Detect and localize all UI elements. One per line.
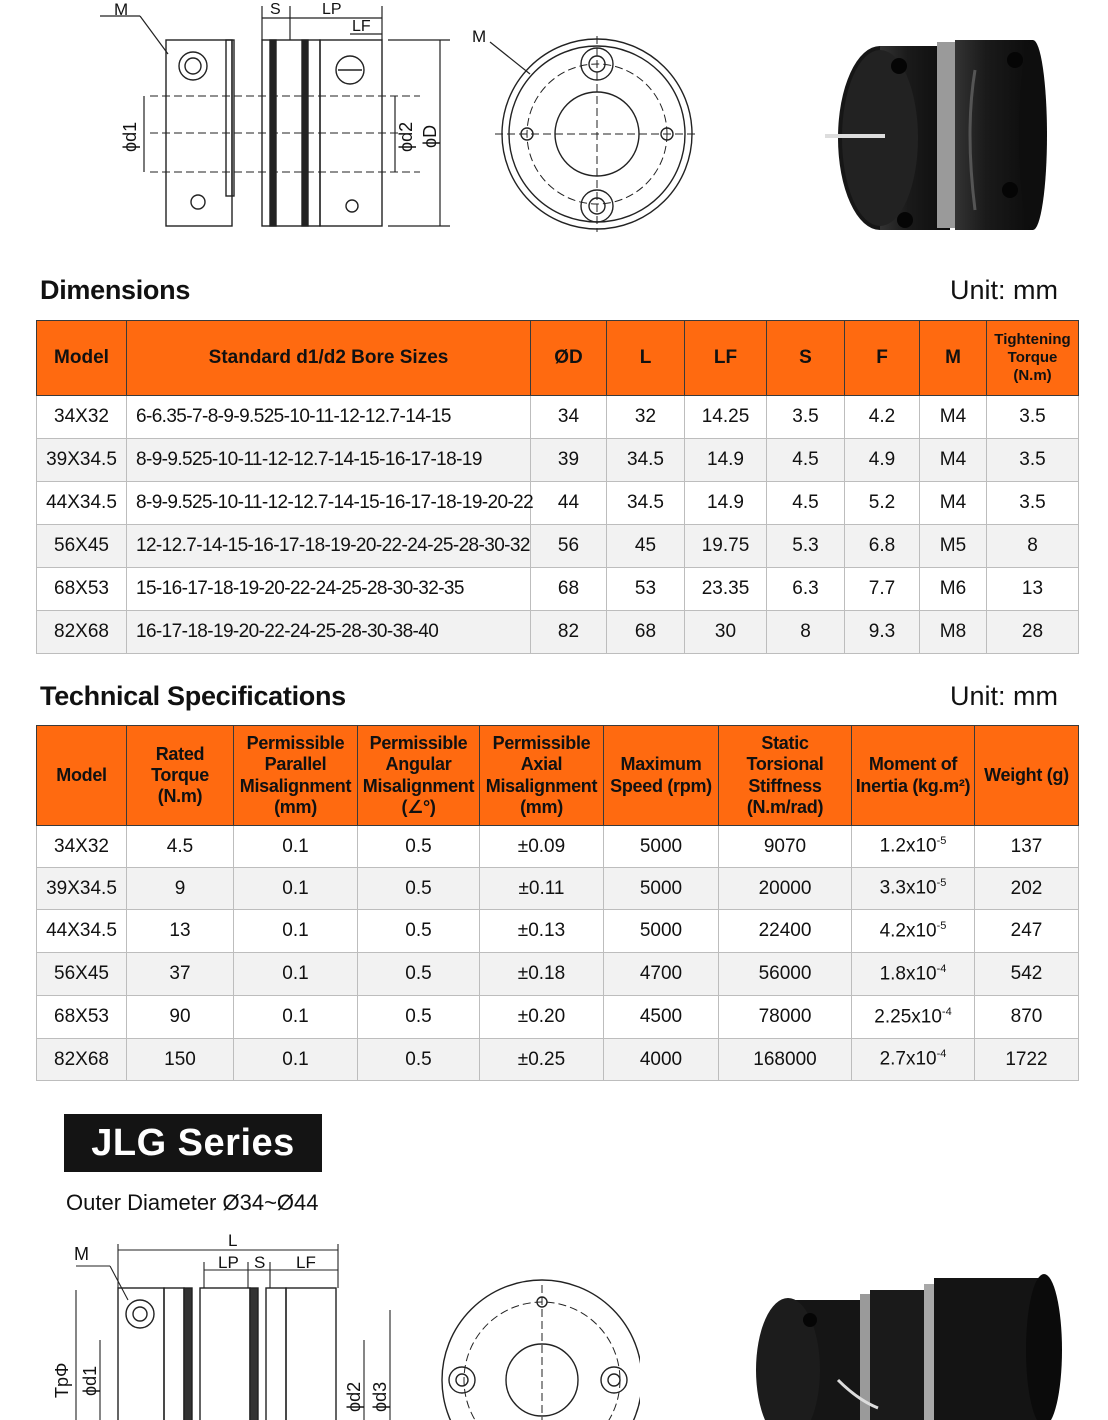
cell-angular: 0.5 <box>358 953 480 996</box>
cell-speed: 5000 <box>604 910 719 953</box>
inertia-base: 3.3x10 <box>879 877 937 899</box>
jlg-label-s: S <box>254 1253 266 1272</box>
cell-parallel: 0.1 <box>234 910 358 953</box>
cell-torque: 3.5 <box>987 482 1079 525</box>
cell-stiffness: 22400 <box>719 910 852 953</box>
col-model: Model <box>37 726 127 826</box>
cell-parallel: 0.1 <box>234 953 358 996</box>
inertia-base: 1.8x10 <box>879 963 937 985</box>
cell-f: 5.2 <box>845 482 920 525</box>
cell-axial: ±0.20 <box>480 996 604 1039</box>
table-row <box>37 525 1079 568</box>
col-rated-torque: Rated Torque (N.m) <box>127 726 234 826</box>
top-side-view-drawing <box>80 0 480 240</box>
col-weight: Weight (g) <box>975 726 1079 826</box>
cell-model: 39X34.5 <box>37 439 127 482</box>
col-model: Model <box>37 321 127 396</box>
jlg-label-d1: ϕd1 <box>80 1365 100 1396</box>
cell-lf: 14.9 <box>685 439 767 482</box>
label-d2: ϕd2 <box>396 121 416 152</box>
cell-model: 34X32 <box>37 396 127 439</box>
label-d1: ϕd1 <box>120 121 140 152</box>
label-lp: LP <box>322 1 342 18</box>
inertia-exponent: -5 <box>936 835 947 848</box>
table-row <box>37 439 1079 482</box>
cell-weight: 247 <box>975 910 1079 953</box>
dimensions-title: Dimensions <box>40 275 191 305</box>
cell-bores: 16-17-18-19-20-22-24-25-28-30-38-40 <box>127 611 531 654</box>
label-D: ϕD <box>420 124 440 148</box>
cell-lf: 14.9 <box>685 482 767 525</box>
cell-od: 56 <box>531 525 607 568</box>
cell-torque: 4.5 <box>127 826 234 868</box>
inertia-exponent: -5 <box>936 919 947 932</box>
cell-model: 82X68 <box>37 1039 127 1081</box>
label-lf: LF <box>352 18 371 35</box>
cell-torque: 8 <box>987 525 1079 568</box>
table-row <box>37 611 1079 654</box>
tech-specs-title: Technical Specifications <box>40 681 346 711</box>
cell-model: 56X45 <box>37 953 127 996</box>
cell-s: 5.3 <box>767 525 845 568</box>
cell-inertia <box>852 868 975 910</box>
cell-model: 44X34.5 <box>37 482 127 525</box>
cell-weight: 137 <box>975 826 1079 868</box>
cell-torque: 28 <box>987 611 1079 654</box>
col-f: F <box>845 321 920 396</box>
cell-parallel: 0.1 <box>234 868 358 910</box>
cell-stiffness: 168000 <box>719 1039 852 1081</box>
cell-model: 56X45 <box>37 525 127 568</box>
cell-inertia <box>852 910 975 953</box>
cell-torque: 37 <box>127 953 234 996</box>
table-row <box>37 910 1079 953</box>
table-row <box>37 953 1079 996</box>
cell-angular: 0.5 <box>358 1039 480 1081</box>
cell-od: 68 <box>531 568 607 611</box>
cell-s: 4.5 <box>767 482 845 525</box>
jlg-product-image <box>748 1260 1068 1420</box>
cell-parallel: 0.1 <box>234 1039 358 1081</box>
top-front-view-drawing <box>470 20 700 250</box>
cell-parallel: 0.1 <box>234 996 358 1039</box>
cell-inertia <box>852 953 975 996</box>
cell-torque: 90 <box>127 996 234 1039</box>
col-s: S <box>767 321 845 396</box>
dimensions-header-row <box>37 321 1079 396</box>
cell-axial: ±0.13 <box>480 910 604 953</box>
cell-m: M5 <box>920 525 987 568</box>
cell-m: M4 <box>920 482 987 525</box>
cell-parallel: 0.1 <box>234 826 358 868</box>
outer-diameter-caption: Outer Diameter Ø34~Ø44 <box>66 1190 319 1215</box>
dimensions-unit: Unit: mm <box>950 275 1058 305</box>
label-m: M <box>114 0 129 19</box>
cell-l: 45 <box>607 525 685 568</box>
cell-lf: 23.35 <box>685 568 767 611</box>
cell-axial: ±0.11 <box>480 868 604 910</box>
cell-s: 8 <box>767 611 845 654</box>
col-bores: Standard d1/d2 Bore Sizes <box>127 321 531 396</box>
cell-stiffness: 78000 <box>719 996 852 1039</box>
cell-l: 53 <box>607 568 685 611</box>
inertia-base: 1.2x10 <box>879 835 937 857</box>
cell-od: 44 <box>531 482 607 525</box>
cell-f: 4.9 <box>845 439 920 482</box>
table-row <box>37 996 1079 1039</box>
inertia-exponent: -5 <box>936 877 947 890</box>
jlg-label-tp: TpΦ <box>52 1362 72 1398</box>
cell-l: 68 <box>607 611 685 654</box>
cell-angular: 0.5 <box>358 910 480 953</box>
cell-model: 44X34.5 <box>37 910 127 953</box>
cell-l: 32 <box>607 396 685 439</box>
cell-od: 34 <box>531 396 607 439</box>
cell-bores: 8-9-9.525-10-11-12-12.7-14-15-16-17-18-19-20-22 <box>127 482 531 525</box>
tech-specs-header-row <box>37 726 1079 826</box>
cell-m: M4 <box>920 396 987 439</box>
table-row <box>37 868 1079 910</box>
cell-l: 34.5 <box>607 482 685 525</box>
cell-torque: 13 <box>127 910 234 953</box>
cell-lf: 14.25 <box>685 396 767 439</box>
front-label-m: M <box>472 27 487 46</box>
cell-bores: 8-9-9.525-10-11-12-12.7-14-15-16-17-18-19 <box>127 439 531 482</box>
cell-s: 3.5 <box>767 396 845 439</box>
cell-s: 6.3 <box>767 568 845 611</box>
table-row <box>37 1039 1079 1081</box>
col-od: ØD <box>531 321 607 396</box>
tech-specs-table <box>36 725 1079 1081</box>
cell-bores: 6-6.35-7-8-9-9.525-10-11-12-12.7-14-15 <box>127 396 531 439</box>
cell-stiffness: 56000 <box>719 953 852 996</box>
jlg-label-d3: ϕd3 <box>370 1381 390 1412</box>
col-m: M <box>920 321 987 396</box>
cell-lf: 30 <box>685 611 767 654</box>
col-moment-of-inertia: Moment of Inertia (kg.m²) <box>852 726 975 826</box>
table-row <box>37 482 1079 525</box>
cell-weight: 870 <box>975 996 1079 1039</box>
cell-od: 82 <box>531 611 607 654</box>
cell-angular: 0.5 <box>358 826 480 868</box>
inertia-base: 2.25x10 <box>874 1006 942 1028</box>
cell-weight: 1722 <box>975 1039 1079 1081</box>
cell-bores: 15-16-17-18-19-20-22-24-25-28-30-32-35 <box>127 568 531 611</box>
cell-model: 68X53 <box>37 568 127 611</box>
cell-torque: 13 <box>987 568 1079 611</box>
cell-bores: 12-12.7-14-15-16-17-18-19-20-22-24-25-28-30-32 <box>127 525 531 568</box>
inertia-exponent: -4 <box>941 1005 952 1018</box>
cell-model: 82X68 <box>37 611 127 654</box>
inertia-exponent: -4 <box>936 962 947 975</box>
cell-m: M6 <box>920 568 987 611</box>
cell-speed: 4700 <box>604 953 719 996</box>
cell-speed: 4500 <box>604 996 719 1039</box>
col-l: L <box>607 321 685 396</box>
cell-inertia <box>852 826 975 868</box>
col-lf: LF <box>685 321 767 396</box>
cell-torque: 3.5 <box>987 396 1079 439</box>
cell-lf: 19.75 <box>685 525 767 568</box>
jlg-label-lf: LF <box>296 1253 316 1272</box>
jlg-label-l: L <box>228 1231 238 1250</box>
cell-m: M4 <box>920 439 987 482</box>
jlg-front-view-drawing <box>440 1275 640 1420</box>
cell-speed: 4000 <box>604 1039 719 1081</box>
col-max-speed: Maximum Speed (rpm) <box>604 726 719 826</box>
cell-speed: 5000 <box>604 826 719 868</box>
cell-m: M8 <box>920 611 987 654</box>
cell-axial: ±0.18 <box>480 953 604 996</box>
col-angular-misalignment: Permissible Angular Misalignment (∠°) <box>358 726 480 826</box>
dimensions-table <box>36 320 1079 654</box>
cell-inertia <box>852 1039 975 1081</box>
cell-stiffness: 20000 <box>719 868 852 910</box>
cell-f: 4.2 <box>845 396 920 439</box>
cell-model: 68X53 <box>37 996 127 1039</box>
jlg-label-d2: ϕd2 <box>344 1381 364 1412</box>
cell-od: 39 <box>531 439 607 482</box>
coupling-product-image <box>825 30 1055 240</box>
cell-l: 34.5 <box>607 439 685 482</box>
cell-torque: 150 <box>127 1039 234 1081</box>
cell-f: 7.7 <box>845 568 920 611</box>
cell-torque: 3.5 <box>987 439 1079 482</box>
cell-axial: ±0.25 <box>480 1039 604 1081</box>
cell-angular: 0.5 <box>358 868 480 910</box>
cell-weight: 202 <box>975 868 1079 910</box>
jlg-series-banner: JLG Series <box>64 1114 322 1172</box>
inertia-base: 2.7x10 <box>879 1048 937 1070</box>
col-torsional-stiffness: Static Torsional Stiffness (N.m/rad) <box>719 726 852 826</box>
label-s: S <box>270 1 281 18</box>
cell-s: 4.5 <box>767 439 845 482</box>
table-row <box>37 826 1079 868</box>
cell-weight: 542 <box>975 953 1079 996</box>
cell-speed: 5000 <box>604 868 719 910</box>
inertia-exponent: -4 <box>936 1048 947 1061</box>
table-row <box>37 568 1079 611</box>
cell-model: 39X34.5 <box>37 868 127 910</box>
cell-model: 34X32 <box>37 826 127 868</box>
cell-inertia <box>852 996 975 1039</box>
col-axial-misalignment: Permissible Axial Misalignment (mm) <box>480 726 604 826</box>
cell-stiffness: 9070 <box>719 826 852 868</box>
inertia-base: 4.2x10 <box>879 920 937 942</box>
cell-axial: ±0.09 <box>480 826 604 868</box>
col-parallel-misalignment: Permissible Parallel Misalignment (mm) <box>234 726 358 826</box>
tech-specs-unit: Unit: mm <box>950 681 1058 711</box>
col-tightening-torque: Tightening Torque (N.m) <box>987 321 1079 396</box>
cell-angular: 0.5 <box>358 996 480 1039</box>
cell-torque: 9 <box>127 868 234 910</box>
table-row <box>37 396 1079 439</box>
cell-f: 6.8 <box>845 525 920 568</box>
cell-f: 9.3 <box>845 611 920 654</box>
jlg-label-lp: LP <box>218 1253 239 1272</box>
jlg-side-view-drawing <box>40 1230 430 1420</box>
jlg-label-m: M <box>74 1244 89 1264</box>
